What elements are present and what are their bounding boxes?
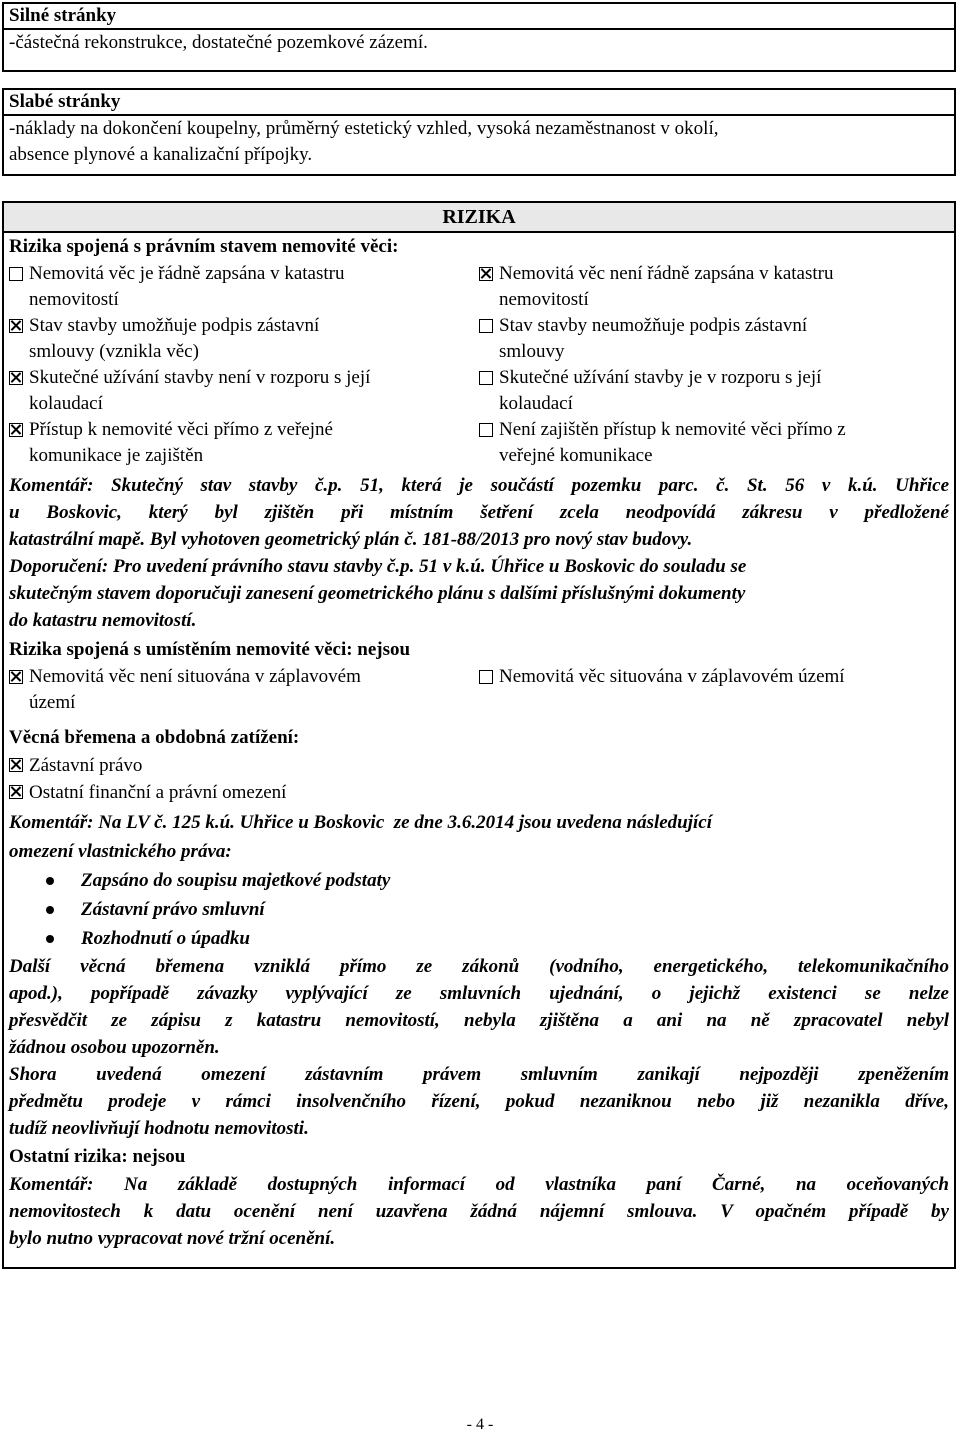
list-item: Rozhodnutí o úpadku <box>9 924 949 953</box>
unchecked-checkbox[interactable] <box>479 423 493 437</box>
legal-item-line-2: komunikace je zajištěn <box>29 445 204 466</box>
strengths-text: -částečná rekonstrukce, dostatečné pozemkové zázemí. <box>9 32 428 53</box>
legal-item-line-1: Není zajištěn přístup k nemovité věci přímo z <box>499 419 846 440</box>
legal-item-line-2: smlouvy <box>499 341 565 362</box>
burden-note-line: tudíž neovlivňují hodnotu nemovitosti. <box>9 1118 309 1139</box>
checked-checkbox[interactable] <box>9 423 23 437</box>
legal-comment-line: u Boskovic, který byl zjištěn při místním šetření zcela neodpovídá zákresu v předložené <box>9 502 949 523</box>
location-heading: Rizika spojená s umístěním nemovité věci: nejsou <box>9 639 411 660</box>
legal-item-left <box>9 261 479 313</box>
burden-note-line: Další věcná břemena vzniklá přímo ze zákonů (vodního, energetického, telekomunikačního <box>9 956 949 977</box>
legal-item-right <box>479 313 949 365</box>
legal-item-left <box>9 313 479 365</box>
other-comment-line: Komentář: Na základě dostupných informací od vlastníka paní Čarné, na oceňovaných <box>9 1174 949 1195</box>
burden-comment-line-1: Komentář: Na LV č. 125 k.ú. Uhřice u Boskovic ze dne 3.6.2014 jsou uvedena následující <box>9 812 713 833</box>
checked-checkbox[interactable] <box>9 758 23 772</box>
location-right <box>479 664 949 716</box>
page-number: - 4 - <box>466 1416 494 1433</box>
other-comment-line: nemovitostech k datu ocenění není uzavřena žádná nájemní smlouva. V opačném případě by <box>9 1201 949 1222</box>
burden-note-line: žádnou osobou upozorněn. <box>9 1037 220 1058</box>
legal-item-left <box>9 417 479 469</box>
burdens-heading: Věcná břemena a obdobná zatížení: <box>9 727 300 748</box>
unchecked-checkbox[interactable] <box>479 670 493 684</box>
legal-checklist <box>9 261 949 469</box>
legal-heading: Rizika spojená s právním stavem nemovité věci: <box>9 236 399 257</box>
strengths-box <box>2 2 956 72</box>
legal-item-line-1: Stav stavby umožňuje podpis zástavní <box>29 315 320 336</box>
burden-list <box>9 866 949 953</box>
burden-item <box>9 779 949 806</box>
burden-note-line: apod.), popřípadě závazky vyplývající ze smluvních ujednání, o jejichž existenci se nelze <box>9 983 949 1004</box>
location-left-line-1: Nemovitá věc není situována v záplavovém <box>29 666 361 687</box>
other-comment-line: bylo nutno vypracovat nové tržní ocenění. <box>9 1228 336 1249</box>
legal-item-line-2: kolaudací <box>499 393 573 414</box>
location-row <box>9 664 949 716</box>
weaknesses-heading: Slabé stránky <box>4 90 954 116</box>
list-item: Zapsáno do soupisu majetkové podstaty <box>9 866 949 895</box>
strengths-heading: Silné stránky <box>4 4 954 30</box>
legal-item-line-1: Skutečné užívání stavby není v rozporu s její <box>29 367 371 388</box>
legal-item-line-2: kolaudací <box>29 393 103 414</box>
burden-item <box>9 752 949 779</box>
burden-comment-line-2: omezení vlastnického práva: <box>9 841 232 862</box>
legal-item-line-1: Skutečné užívání stavby je v rozporu s její <box>499 367 822 388</box>
legal-item-line-1: Nemovitá věc není řádně zapsána v katastru <box>499 263 834 284</box>
legal-pair-row <box>9 261 949 313</box>
legal-item-line-2: veřejné komunikace <box>499 445 653 466</box>
risks-title: RIZIKA <box>4 203 954 233</box>
list-item: Zástavní právo smluvní <box>9 895 949 924</box>
unchecked-checkbox[interactable] <box>9 267 23 281</box>
legal-item-right <box>479 365 949 417</box>
other-heading: Ostatní rizika: nejsou <box>9 1146 186 1167</box>
burden-note-line: předmětu prodeje v rámci insolvenčního řízení, pokud nezaniknou nebo již nezanikla dříve, <box>9 1091 949 1112</box>
location-left-line-2: území <box>29 692 76 713</box>
legal-comment <box>9 472 949 634</box>
weaknesses-box <box>2 88 956 176</box>
location-left <box>9 664 479 716</box>
burden-label: Ostatní finanční a právní omezení <box>29 782 287 803</box>
burden-note-line: Shora uvedená omezení zástavním právem smluvním zanikají nejpozději zpeněžením <box>9 1064 949 1085</box>
legal-pair-row <box>9 313 949 365</box>
legal-comment-line: skutečným stavem doporučuji zanesení geometrického plánu s dalšími příslušnými dokumenty <box>9 583 746 604</box>
unchecked-checkbox[interactable] <box>479 371 493 385</box>
legal-item-line-2: nemovitostí <box>499 289 589 310</box>
burden-label: Zástavní právo <box>29 755 143 776</box>
location-right-line-1: Nemovitá věc situována v záplavovém území <box>499 666 845 687</box>
legal-comment-line: katastrální mapě. Byl vyhotoven geometrický plán č. 181-88/2013 pro nový stav budovy. <box>9 529 693 550</box>
other-comment <box>9 1171 949 1252</box>
unchecked-checkbox[interactable] <box>479 319 493 333</box>
legal-item-left <box>9 365 479 417</box>
burden-note-line: přesvědčit ze zápisu z katastru nemovitostí, nebyla zjištěna a ani na ně zpracovatel nebyl <box>9 1010 949 1031</box>
legal-comment-line: do katastru nemovitostí. <box>9 610 197 631</box>
weaknesses-line-1: -náklady na dokončení koupelny, průměrný estetický vzhled, vysoká nezaměstnanost v okolí, <box>9 118 719 139</box>
checked-checkbox[interactable] <box>479 267 493 281</box>
checked-checkbox[interactable] <box>9 319 23 333</box>
legal-item-line-1: Stav stavby neumožňuje podpis zástavní <box>499 315 808 336</box>
legal-item-right <box>479 417 949 469</box>
legal-pair-row <box>9 365 949 417</box>
checked-checkbox[interactable] <box>9 371 23 385</box>
legal-item-line-2: nemovitostí <box>29 289 119 310</box>
legal-item-line-2: smlouvy (vznikla věc) <box>29 341 199 362</box>
weaknesses-line-2: absence plynové a kanalizační přípojky. <box>9 144 313 165</box>
legal-item-line-1: Nemovitá věc je řádně zapsána v katastru <box>29 263 345 284</box>
legal-comment-line: Komentář: Skutečný stav stavby č.p. 51, která je součástí pozemku parc. č. St. 56 v k.ú. Uhřice <box>9 475 949 496</box>
legal-comment-line: Doporučení: Pro uvedení právního stavu stavby č.p. 51 v k.ú. Úhřice u Boskovic do souladu se <box>9 556 747 577</box>
risks-box <box>2 201 956 1269</box>
burden-note <box>9 953 949 1142</box>
checked-checkbox[interactable] <box>9 670 23 684</box>
burden-comment <box>9 808 949 866</box>
legal-item-line-1: Přístup k nemovité věci přímo z veřejné <box>29 419 333 440</box>
checked-checkbox[interactable] <box>9 785 23 799</box>
legal-pair-row <box>9 417 949 469</box>
legal-item-right <box>479 261 949 313</box>
